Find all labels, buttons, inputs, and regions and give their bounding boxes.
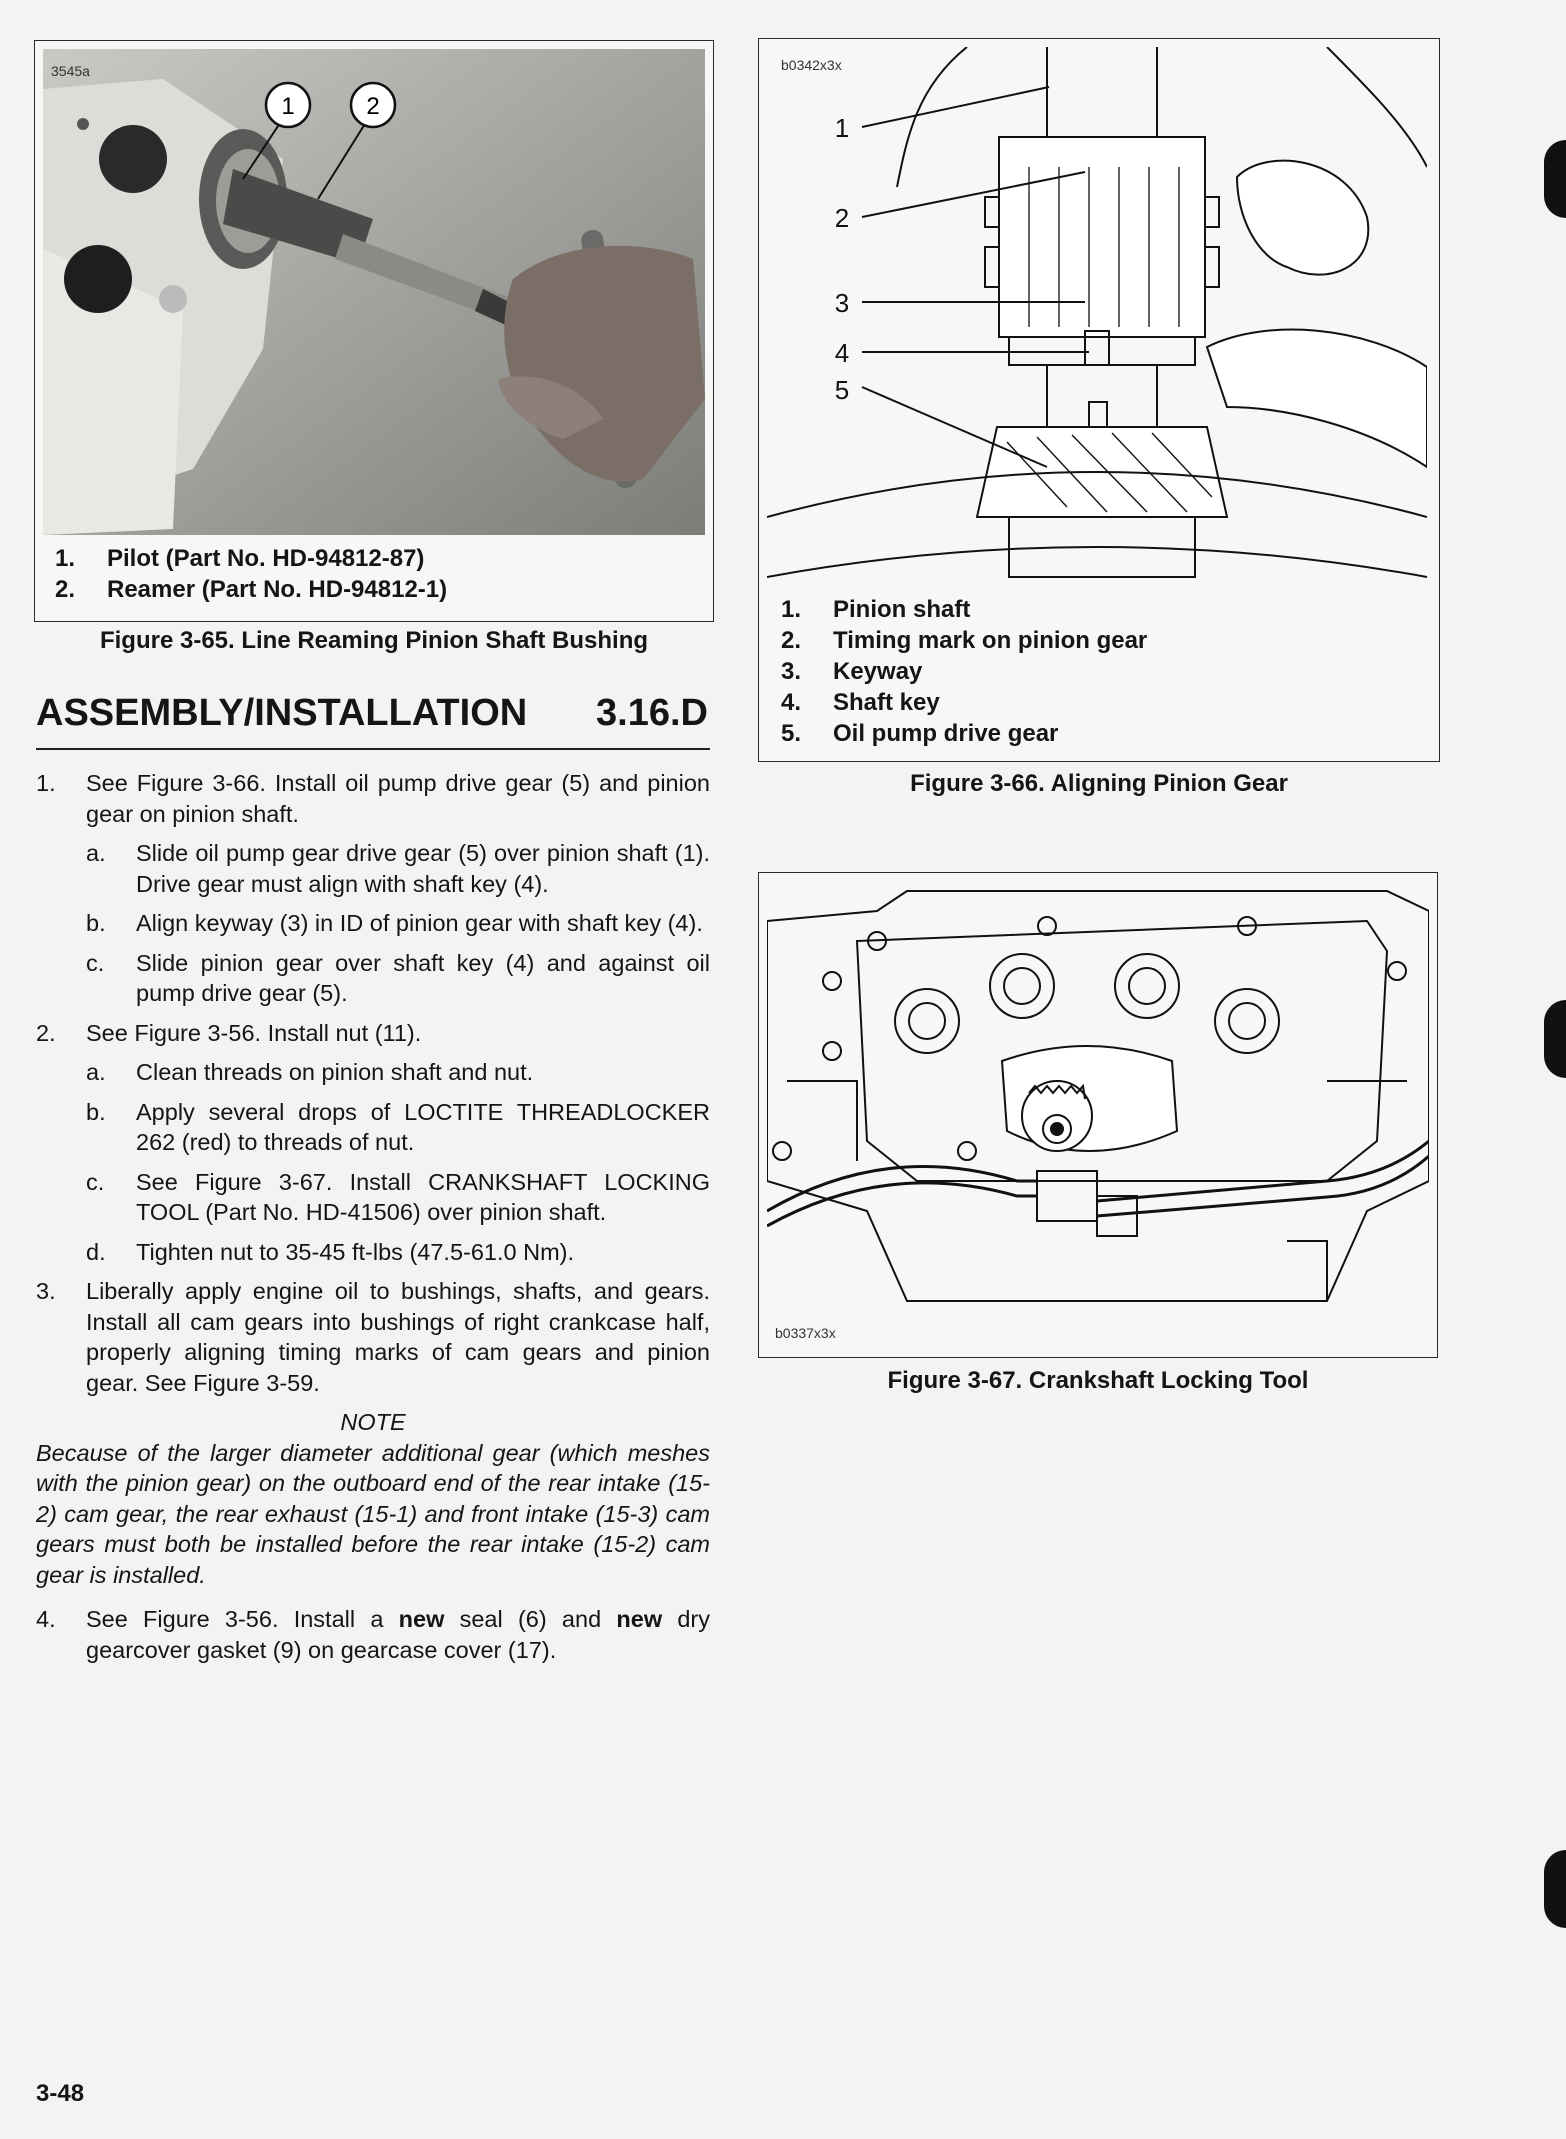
legend-text: Timing mark on pinion gear	[833, 627, 1148, 654]
step-text-part: dry gearcover gasket (9) on gearcase cover (17).	[86, 1606, 710, 1663]
note-text: Because of the larger diameter additional gear (which meshes with the pinion gear) on the outboard end of the rear intake (15-2) cam gear, the rear exhaust (15-1) and front intake (15-3) cam gears must both be installed before the rear intake (15-2) cam gear is installed.	[36, 1439, 710, 1588]
figure-65-code: 3545a	[51, 63, 90, 79]
step-number: 4.	[36, 1606, 56, 1632]
step-text: See Figure 3-66. Install oil pump drive gear (5) and pinion gear on pinion shaft.	[86, 770, 710, 827]
step-2	[36, 1018, 710, 1049]
legend-item	[55, 574, 447, 605]
legend-text: Pilot (Part No. HD-94812-87)	[107, 545, 425, 572]
figure-66-box	[758, 38, 1440, 762]
emphasis-new: new	[616, 1606, 663, 1632]
substep-text: Slide pinion gear over shaft key (4) and against oil pump drive gear (5).	[136, 949, 710, 1006]
section-number: 3.16.D	[596, 692, 708, 734]
legend-text: Shaft key	[833, 689, 940, 716]
figure-66-callout-5: 5	[834, 375, 850, 405]
step-2c	[86, 1167, 710, 1228]
substep-text: Slide oil pump gear drive gear (5) over pinion shaft (1). Drive gear must align with shaft key (4).	[136, 840, 710, 897]
figure-65-callout-2: 2	[366, 93, 380, 120]
section-title: ASSEMBLY/INSTALLATION	[36, 692, 528, 734]
figure-66-code: b0342x3x	[781, 57, 842, 73]
step-2a	[86, 1057, 710, 1088]
step-number: 1.	[36, 770, 56, 796]
substep-letter: c.	[86, 1168, 105, 1195]
figure-65-box	[34, 40, 714, 622]
figure-67-code: b0337x3x	[775, 1325, 836, 1341]
substep-letter: c.	[86, 949, 105, 976]
step-3	[36, 1276, 710, 1398]
step-number: 2.	[36, 1019, 56, 1046]
substep-text: Align keyway (3) in ID of pinion gear with shaft key (4).	[136, 910, 703, 936]
legend-num: 4.	[781, 689, 802, 716]
step-1a	[86, 838, 710, 899]
legend-item	[781, 718, 1147, 749]
legend-num: 5.	[781, 720, 802, 747]
substep-text: Apply several drops of LOCTITE THREADLOCKER 262 (red) to threads of nut.	[136, 1098, 710, 1155]
step-text	[86, 1604, 710, 1665]
legend-num: 1.	[55, 545, 76, 572]
step-1	[36, 768, 710, 829]
assembly-steps	[36, 768, 710, 1674]
step-text: Liberally apply engine oil to bushings, shafts, and gears. Install all cam gears into bushings of right crankcase half, properly aligning timing marks of cam gears and pinion gear. See Figure 3-59.	[86, 1278, 710, 1396]
note-heading: NOTE	[340, 1409, 406, 1435]
figure-66-callout-3: 3	[834, 288, 850, 318]
step-2b	[86, 1097, 710, 1158]
legend-item	[781, 687, 1147, 718]
emphasis-new: new	[398, 1606, 445, 1632]
section-heading	[36, 688, 710, 750]
figure-66-callout-1: 1	[834, 113, 850, 143]
substep-letter: b.	[86, 910, 106, 936]
figure-65-caption: Figure 3-65. Line Reaming Pinion Shaft Bushing	[99, 627, 649, 654]
legend-num: 3.	[781, 658, 802, 685]
page-number: 3-48	[36, 2080, 85, 2107]
figure-66-callout-4: 4	[834, 338, 850, 368]
figure-67-drawing	[767, 881, 1429, 1321]
figure-66-legend	[781, 594, 1147, 749]
substep-letter: d.	[86, 1238, 106, 1265]
figure-65-callout-1: 1	[281, 93, 295, 120]
figure-67-caption: Figure 3-67. Crankshaft Locking Tool	[887, 1367, 1309, 1394]
step-1c	[86, 948, 710, 1009]
figure-66-callout-2: 2	[834, 203, 850, 233]
step-text-part: See Figure 3-56. Install a	[86, 1606, 399, 1632]
substep-letter: b.	[86, 1098, 106, 1125]
step-4	[36, 1604, 710, 1665]
legend-num: 2.	[55, 576, 76, 603]
step-text: See Figure 3-56. Install nut (11).	[86, 1019, 422, 1046]
binder-tab-marker	[1544, 1850, 1566, 1928]
figure-65-legend	[55, 543, 447, 605]
step-2d	[86, 1237, 710, 1268]
legend-text: Keyway	[833, 658, 923, 685]
legend-text: Pinion shaft	[833, 596, 971, 623]
substep-text: Tighten nut to 35-45 ft-lbs (47.5-61.0 Nm).	[136, 1238, 575, 1265]
substep-text: See Figure 3-67. Install CRANKSHAFT LOCKING TOOL (Part No. HD-41506) over pinion shaft.	[136, 1168, 710, 1225]
substep-letter: a.	[86, 1059, 106, 1085]
legend-item	[781, 656, 1147, 687]
step-number: 3.	[36, 1278, 56, 1304]
figure-66-caption: Figure 3-66. Aligning Pinion Gear	[910, 770, 1288, 797]
figure-66-drawing	[767, 47, 1427, 587]
legend-num: 2.	[781, 627, 802, 654]
legend-text: Oil pump drive gear	[833, 720, 1059, 747]
figure-67-box	[758, 872, 1438, 1358]
legend-text: Reamer (Part No. HD-94812-1)	[107, 576, 448, 603]
binder-tab-marker	[1544, 1000, 1566, 1078]
step-text-part: seal (6) and	[444, 1606, 617, 1632]
substep-letter: a.	[86, 840, 106, 866]
binder-tab-marker	[1544, 140, 1566, 218]
step-1b	[86, 908, 710, 939]
legend-num: 1.	[781, 596, 802, 623]
figure-65-photo	[43, 49, 705, 535]
legend-item	[781, 625, 1147, 656]
legend-item	[55, 543, 447, 574]
substep-text: Clean threads on pinion shaft and nut.	[136, 1059, 534, 1085]
legend-item	[781, 594, 1147, 625]
